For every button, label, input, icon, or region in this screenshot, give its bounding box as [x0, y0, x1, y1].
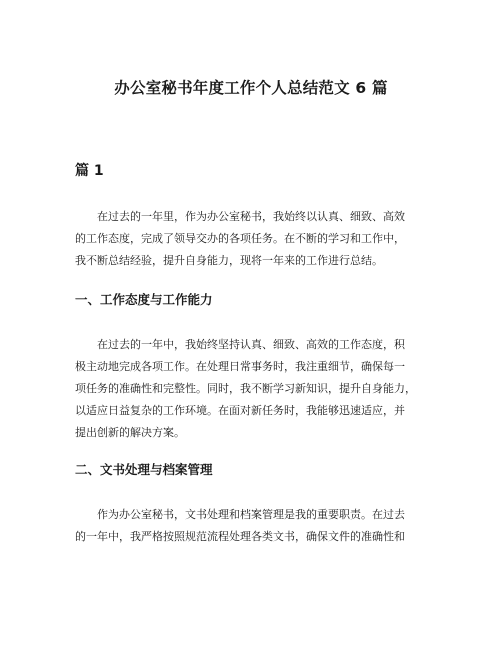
- paragraph-line: 提出创新的解决方案。: [75, 426, 185, 439]
- paragraph-intro: [75, 206, 435, 272]
- subheading-work-attitude: 一、工作态度与工作能力: [75, 292, 213, 307]
- paragraph-line: 极主动地完成各项工作。在处理日常事务时，我注重细节，确保每一: [75, 360, 405, 373]
- subheading-document-handling: 二、文书处理与档案管理: [75, 462, 213, 477]
- paragraph-line: 的一年中，我严格按照规范流程处理各类文书，确保文件的准确性和: [75, 530, 405, 543]
- paragraph-line: 项任务的准确性和完整性。同时，我不断学习新知识，提升自身能力，: [75, 382, 416, 395]
- paragraph-line: 作为办公室秘书，文书处理和档案管理是我的重要职责。在过去: [97, 508, 405, 521]
- paragraph-line: 我不断总结经验，提升自身能力，现将一年来的工作进行总结。: [75, 254, 383, 267]
- section-heading: 篇 1: [75, 163, 104, 179]
- paragraph-line: 在过去的一年里，作为办公室秘书，我始终以认真、细致、高效: [97, 210, 405, 223]
- paragraph-line: 的工作态度，完成了领导交办的各项任务。在不断的学习和工作中，: [75, 232, 405, 245]
- document-title: 办公室秘书年度工作个人总结范文 6 篇: [114, 79, 388, 97]
- paragraph-line: 在过去的一年中，我始终坚持认真、细致、高效的工作态度，积: [97, 338, 405, 351]
- paragraph-line: 以适应日益复杂的工作环境。在面对新任务时，我能够迅速适应，并: [75, 404, 405, 417]
- paragraph-work-attitude: [75, 334, 435, 444]
- paragraph-document-handling: [75, 504, 435, 548]
